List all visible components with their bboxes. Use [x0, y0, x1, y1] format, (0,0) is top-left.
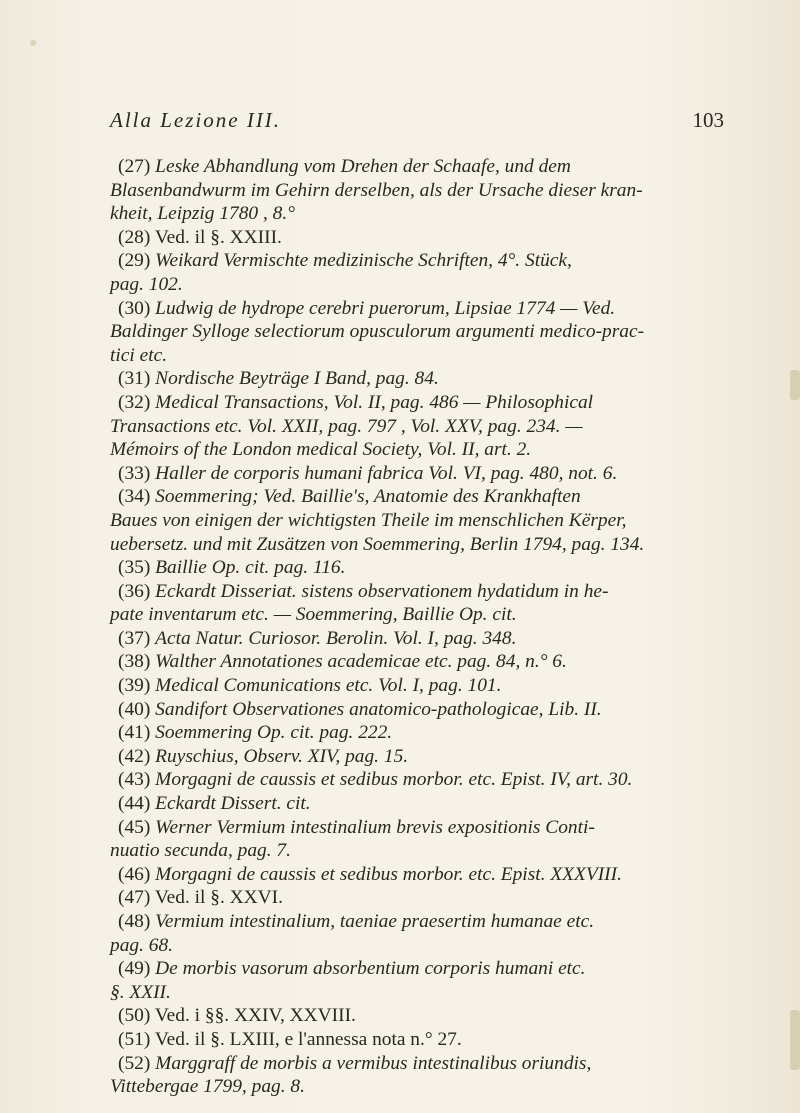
footnote-text: Sandifort Observationes anatomico-pathologicae, Lib. II. [155, 698, 602, 720]
footnote-text: Transactions etc. Vol. XXII, pag. 797 , Vol. XXV, pag. 234. — [110, 415, 583, 437]
footnote-line [110, 391, 750, 415]
footnote-text: Weikard Vermischte medizinische Schriften, 4°. Stück, [155, 250, 572, 272]
footnote-text: pag. 68. [110, 934, 174, 956]
footnote-line [110, 745, 750, 769]
footnote-line [110, 886, 750, 910]
footnote-line [110, 179, 750, 203]
footnote-text: Acta Natur. Curiosor. Berolin. Vol. I, pag. 348. [155, 627, 517, 649]
footnote-line [110, 863, 750, 887]
footnote-text: Haller de corporis humani fabrica Vol. VI, pag. 480, not. 6. [155, 462, 618, 484]
footnote-text: Mémoirs of the London medical Society, Vol. II, art. 2. [110, 439, 532, 461]
footnote-text: Blasenbandwurm im Gehirn derselben, als der Ursache dieser kran- [110, 179, 643, 201]
footnote-text: Marggraff de morbis a vermibus intestinalibus oriundis, [155, 1052, 592, 1074]
footnote-text: Medical Transactions, Vol. II, pag. 486 — Philosophical [155, 391, 594, 413]
footnote-number: (38) [118, 651, 151, 673]
footnote-line [110, 603, 750, 627]
footnote-line [110, 1052, 750, 1076]
footnote-number: (37) [118, 627, 151, 649]
footnote-line [110, 627, 750, 651]
footnote-text: Ruyschius, Observ. XIV, pag. 15. [155, 745, 409, 767]
footnote-line [110, 934, 750, 958]
footnote-list [110, 155, 750, 1099]
footnote-text: kheit, Leipzig 1780 , 8.° [110, 203, 295, 225]
footnote-text: pate inventarum etc. — Soemmering, Baillie Op. cit. [110, 604, 517, 626]
footnote-number: (27) [118, 156, 151, 177]
footnote-text: Medical Comunications etc. Vol. I, pag. 101. [155, 675, 502, 697]
footnote-text: nuatio secunda, pag. 7. [110, 840, 291, 862]
page-edge-mark [790, 1010, 800, 1070]
footnote-number: (41) [118, 722, 151, 744]
footnote-text: Baues von einigen der wichtigsten Theile im menschlichen Kërper, [110, 509, 627, 531]
footnote-line [110, 839, 750, 863]
footnote-line [110, 910, 750, 934]
footnote-text: Baillie Op. cit. pag. 116. [155, 557, 346, 579]
footnote-number: (49) [118, 958, 151, 980]
footnote-line [110, 226, 750, 250]
footnote-number: (45) [118, 816, 151, 838]
footnote-text: Ved. i §§. XXIV, XXVIII. [154, 1005, 356, 1027]
footnote-number: (40) [118, 698, 151, 720]
footnote-line [110, 1075, 750, 1099]
footnote-number: (33) [118, 462, 151, 484]
footnote-line [110, 792, 750, 816]
footnote-number: (42) [118, 745, 151, 767]
footnote-number: (36) [118, 580, 151, 602]
footnote-number: (50) [118, 1005, 151, 1027]
footnote-text: tici etc. [110, 344, 168, 366]
footnote-line [110, 556, 750, 580]
footnote-text: pag. 102. [110, 273, 183, 295]
footnote-number: (44) [118, 793, 151, 815]
footnote-number: (46) [118, 863, 151, 885]
footnote-line [110, 249, 750, 273]
footnote-line [110, 533, 750, 557]
footnote-line [110, 1004, 750, 1028]
footnote-number: (39) [118, 675, 151, 697]
footnote-line [110, 273, 750, 297]
paper-stain [30, 40, 36, 46]
footnote-line [110, 768, 750, 792]
footnote-number: (31) [118, 368, 151, 390]
footnote-text: Morgagni de caussis et sedibus morbor. etc. Epist. IV, art. 30. [155, 769, 633, 791]
page-number: 103 [692, 108, 724, 132]
footnote-text: Nordische Beyträge I Band, pag. 84. [155, 368, 439, 390]
footnote-number: (29) [118, 250, 151, 272]
footnote-text: uebersetz. und mit Zusätzen von Soemmering, Berlin 1794, pag. 134. [110, 533, 645, 555]
footnote-line [110, 320, 750, 344]
footnote-text: Leske Abhandlung vom Drehen der Schaafe, und dem [155, 156, 571, 177]
footnote-text: Eckardt Disseriat. sistens observationem hydatidum in he- [155, 580, 609, 602]
footnote-line [110, 438, 750, 462]
footnote-line [110, 957, 750, 981]
footnote-number: (30) [118, 297, 151, 319]
footnote-number: (51) [118, 1028, 151, 1050]
footnote-text: Vittebergae 1799, pag. 8. [110, 1076, 305, 1098]
footnote-number: (43) [118, 769, 151, 791]
footnote-text: Baldinger Sylloge selectiorum opusculorum argumenti medico-prac- [110, 321, 645, 343]
footnote-text: Vermium intestinalium, taeniae praesertim humanae etc. [155, 911, 595, 932]
footnote-text: De morbis vasorum absorbentium corporis humani etc. [155, 958, 586, 980]
footnote-line [110, 297, 750, 321]
running-title: Alla Lezione III. [110, 108, 282, 132]
footnote-line [110, 202, 750, 226]
footnote-line [110, 462, 750, 486]
footnote-number: (28) [118, 226, 151, 248]
footnote-text: Soemmering; Ved. Baillie's, Anatomie des Krankhaften [155, 486, 581, 508]
footnote-line [110, 580, 750, 604]
footnote-text: Ved. il §. XXIII. [154, 226, 282, 248]
footnote-line [110, 816, 750, 840]
footnote-number: (47) [118, 887, 151, 909]
footnote-text: Eckardt Dissert. cit. [155, 793, 311, 815]
footnote-line [110, 650, 750, 674]
footnote-line [110, 485, 750, 509]
footnote-line [110, 415, 750, 439]
footnote-line [110, 698, 750, 722]
footnote-number: (52) [118, 1052, 151, 1074]
footnote-text: Walther Annotationes academicae etc. pag. 84, n.° 6. [155, 651, 567, 673]
footnote-line [110, 981, 750, 1005]
footnote-line [110, 155, 750, 179]
footnote-number: (34) [118, 486, 151, 508]
footnote-line [110, 721, 750, 745]
footnote-line [110, 509, 750, 533]
footnote-text: Ved. il §. LXIII, e l'annessa nota n.° 27. [154, 1028, 462, 1050]
footnote-line [110, 367, 750, 391]
footnote-text: Werner Vermium intestinalium brevis expositionis Conti- [155, 816, 595, 838]
page-header [110, 108, 750, 142]
footnote-line [110, 674, 750, 698]
footnote-text: Ludwig de hydrope cerebri puerorum, Lipsiae 1774 — Ved. [155, 297, 616, 319]
page-edge-mark [790, 370, 800, 400]
footnote-number: (35) [118, 557, 151, 579]
footnote-text: Morgagni de caussis et sedibus morbor. etc. Epist. XXXVIII. [155, 863, 622, 885]
footnote-line [110, 344, 750, 368]
footnote-text: Soemmering Op. cit. pag. 222. [155, 722, 393, 744]
footnote-text: §. XXII. [110, 981, 171, 1003]
footnote-number: (48) [118, 911, 151, 932]
footnote-number: (32) [118, 391, 151, 413]
footnote-text: Ved. il §. XXVI. [154, 887, 283, 909]
footnote-line [110, 1028, 750, 1052]
